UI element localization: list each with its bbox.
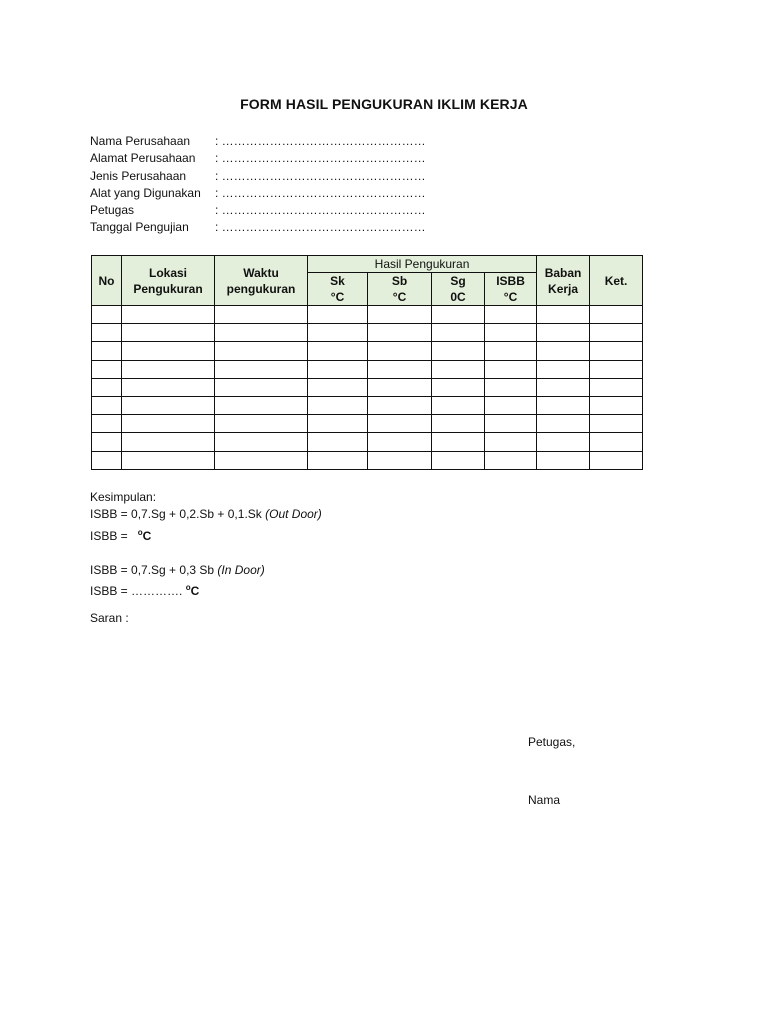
outdoor-result bbox=[90, 524, 322, 545]
kesimpulan-heading: Kesimpulan: bbox=[90, 490, 157, 504]
table-cell bbox=[122, 378, 215, 396]
outdoor-result-unit-sup: o bbox=[137, 527, 143, 537]
measurement-table bbox=[91, 255, 643, 470]
table-cell bbox=[92, 306, 122, 324]
table-cell bbox=[432, 433, 485, 451]
info-value: : …………………………………………… bbox=[215, 185, 426, 200]
header-sg-label: Sg bbox=[450, 274, 466, 288]
table-cell bbox=[485, 360, 537, 378]
table-cell bbox=[485, 396, 537, 414]
header-waktu-line1: Waktu bbox=[243, 265, 279, 280]
company-info bbox=[90, 133, 426, 237]
info-row-jenis-perusahaan bbox=[90, 168, 426, 185]
table-cell bbox=[215, 378, 308, 396]
table-cell bbox=[122, 451, 215, 469]
header-isbb-label: ISBB bbox=[496, 274, 525, 288]
indoor-result bbox=[90, 579, 322, 600]
table-cell bbox=[368, 451, 432, 469]
table-cell bbox=[92, 342, 122, 360]
table-row bbox=[92, 451, 643, 469]
indoor-note: (In Door) bbox=[217, 563, 265, 578]
table-cell bbox=[308, 324, 368, 342]
spacer bbox=[90, 545, 322, 562]
signature-role: Petugas, bbox=[528, 735, 576, 749]
table-cell bbox=[537, 433, 590, 451]
header-no: No bbox=[92, 256, 122, 306]
table-cell bbox=[485, 433, 537, 451]
table-cell bbox=[122, 324, 215, 342]
table-cell bbox=[368, 415, 432, 433]
header-lokasi-line1: Lokasi bbox=[148, 265, 187, 280]
header-ket: Ket. bbox=[590, 256, 643, 306]
header-sb-label: Sb bbox=[391, 274, 408, 288]
info-label: Tanggal Pengujian bbox=[90, 220, 189, 235]
outdoor-formula bbox=[90, 506, 322, 523]
table-cell bbox=[590, 342, 643, 360]
table-cell bbox=[122, 433, 215, 451]
table-cell bbox=[308, 415, 368, 433]
table-cell bbox=[590, 433, 643, 451]
table-cell bbox=[537, 451, 590, 469]
header-hasil-pengukuran: Hasil Pengukuran bbox=[308, 256, 537, 273]
header-lokasi bbox=[122, 256, 215, 306]
indoor-formula-text: ISBB = 0,7.Sg + 0,3 Sb bbox=[90, 563, 218, 578]
info-value: : …………………………………………… bbox=[215, 134, 426, 148]
table-cell bbox=[485, 324, 537, 342]
table-row bbox=[92, 433, 643, 451]
table-row bbox=[92, 378, 643, 396]
table-cell bbox=[590, 378, 643, 396]
table-cell bbox=[590, 324, 643, 342]
table-cell bbox=[92, 396, 122, 414]
table-cell bbox=[308, 360, 368, 378]
table-cell bbox=[537, 415, 590, 433]
info-label: Nama Perusahaan bbox=[90, 134, 191, 148]
table-cell bbox=[92, 360, 122, 378]
table-cell bbox=[122, 396, 215, 414]
header-isbb bbox=[485, 273, 537, 306]
header-baban-line1: Baban bbox=[544, 265, 582, 280]
info-row-alamat-perusahaan bbox=[90, 150, 426, 167]
header-isbb-unit: °C bbox=[503, 290, 518, 304]
table-cell bbox=[590, 451, 643, 469]
outdoor-note: (Out Door) bbox=[265, 507, 322, 522]
table-cell bbox=[485, 415, 537, 433]
table-row bbox=[92, 306, 643, 324]
table-cell bbox=[368, 324, 432, 342]
table-cell bbox=[368, 396, 432, 414]
outdoor-result-prefix: ISBB = bbox=[90, 528, 138, 543]
table-cell bbox=[308, 306, 368, 324]
header-sk-label: Sk bbox=[330, 274, 345, 288]
table-cell bbox=[215, 415, 308, 433]
table-cell bbox=[590, 306, 643, 324]
indoor-result-unit-sup: o bbox=[185, 583, 191, 593]
table-cell bbox=[122, 306, 215, 324]
kesimpulan-section bbox=[90, 489, 322, 601]
header-waktu bbox=[215, 256, 308, 306]
table-cell bbox=[308, 342, 368, 360]
indoor-result-prefix: ISBB = …………. bbox=[90, 584, 186, 599]
table-cell bbox=[92, 324, 122, 342]
table-cell bbox=[122, 342, 215, 360]
table-row bbox=[92, 342, 643, 360]
table-cell bbox=[92, 415, 122, 433]
table-body bbox=[92, 306, 643, 470]
table-cell bbox=[537, 378, 590, 396]
header-baban-line2: Kerja bbox=[548, 281, 579, 296]
info-label: Alat yang Digunakan bbox=[90, 185, 201, 200]
info-row-tanggal-pengujian bbox=[90, 219, 426, 236]
table-cell bbox=[432, 360, 485, 378]
form-title: FORM HASIL PENGUKURAN IKLIM KERJA bbox=[240, 96, 528, 112]
table-cell bbox=[215, 306, 308, 324]
header-sk-unit: °C bbox=[330, 290, 345, 304]
table-cell bbox=[308, 433, 368, 451]
table-cell bbox=[432, 342, 485, 360]
table-cell bbox=[368, 306, 432, 324]
info-value: : …………………………………………… bbox=[215, 151, 426, 166]
table-cell bbox=[308, 378, 368, 396]
table-cell bbox=[537, 306, 590, 324]
table-row bbox=[92, 396, 643, 414]
header-sg bbox=[432, 273, 485, 306]
signature-name: Nama bbox=[528, 793, 561, 807]
table-cell bbox=[215, 396, 308, 414]
table-cell bbox=[432, 324, 485, 342]
table-cell bbox=[368, 378, 432, 396]
table-cell bbox=[368, 360, 432, 378]
table-cell bbox=[308, 451, 368, 469]
table-cell bbox=[92, 433, 122, 451]
table-cell bbox=[92, 451, 122, 469]
info-value: : …………………………………………… bbox=[215, 220, 426, 235]
table-cell bbox=[215, 324, 308, 342]
table-cell bbox=[368, 433, 432, 451]
info-label: Petugas bbox=[90, 203, 135, 218]
table-cell bbox=[308, 396, 368, 414]
table-cell bbox=[122, 360, 215, 378]
outdoor-result-unit: C bbox=[142, 528, 152, 543]
header-lokasi-line2: Pengukuran bbox=[133, 281, 203, 296]
header-sb bbox=[368, 273, 432, 306]
outdoor-formula-text: ISBB = 0,7.Sg + 0,2.Sb + 0,1.Sk bbox=[90, 507, 266, 522]
table-cell bbox=[485, 342, 537, 360]
table-cell bbox=[215, 451, 308, 469]
table-cell bbox=[590, 415, 643, 433]
header-baban-kerja bbox=[537, 256, 590, 306]
info-value: : …………………………………………… bbox=[215, 203, 426, 218]
table-cell bbox=[368, 342, 432, 360]
table-cell bbox=[537, 342, 590, 360]
header-sg-unit: 0C bbox=[450, 290, 466, 304]
table-cell bbox=[432, 306, 485, 324]
table-cell bbox=[590, 360, 643, 378]
table-cell bbox=[537, 396, 590, 414]
info-value: : …………………………………………… bbox=[215, 168, 426, 183]
header-sk bbox=[308, 273, 368, 306]
table-cell bbox=[537, 360, 590, 378]
info-label: Alamat Perusahaan bbox=[90, 151, 196, 166]
table-cell bbox=[92, 378, 122, 396]
table-cell bbox=[485, 306, 537, 324]
table-cell bbox=[432, 451, 485, 469]
table-cell bbox=[215, 342, 308, 360]
table-cell bbox=[432, 415, 485, 433]
info-row-nama-perusahaan bbox=[90, 133, 426, 150]
table-cell bbox=[432, 396, 485, 414]
info-label: Jenis Perusahaan bbox=[90, 168, 187, 183]
info-row-alat-digunakan bbox=[90, 185, 426, 202]
header-sb-unit: °C bbox=[392, 290, 407, 304]
table-cell bbox=[215, 360, 308, 378]
table-cell bbox=[432, 378, 485, 396]
table-cell bbox=[122, 415, 215, 433]
table-row bbox=[92, 360, 643, 378]
table-cell bbox=[485, 451, 537, 469]
table-cell bbox=[215, 433, 308, 451]
table-cell bbox=[485, 378, 537, 396]
header-waktu-line2: pengukuran bbox=[226, 281, 296, 296]
table-cell bbox=[590, 396, 643, 414]
info-row-petugas bbox=[90, 202, 426, 219]
table-cell bbox=[537, 324, 590, 342]
indoor-result-unit: C bbox=[190, 584, 200, 599]
table-row bbox=[92, 415, 643, 433]
saran-label: Saran : bbox=[90, 611, 129, 625]
table-row bbox=[92, 324, 643, 342]
indoor-formula bbox=[90, 562, 322, 579]
